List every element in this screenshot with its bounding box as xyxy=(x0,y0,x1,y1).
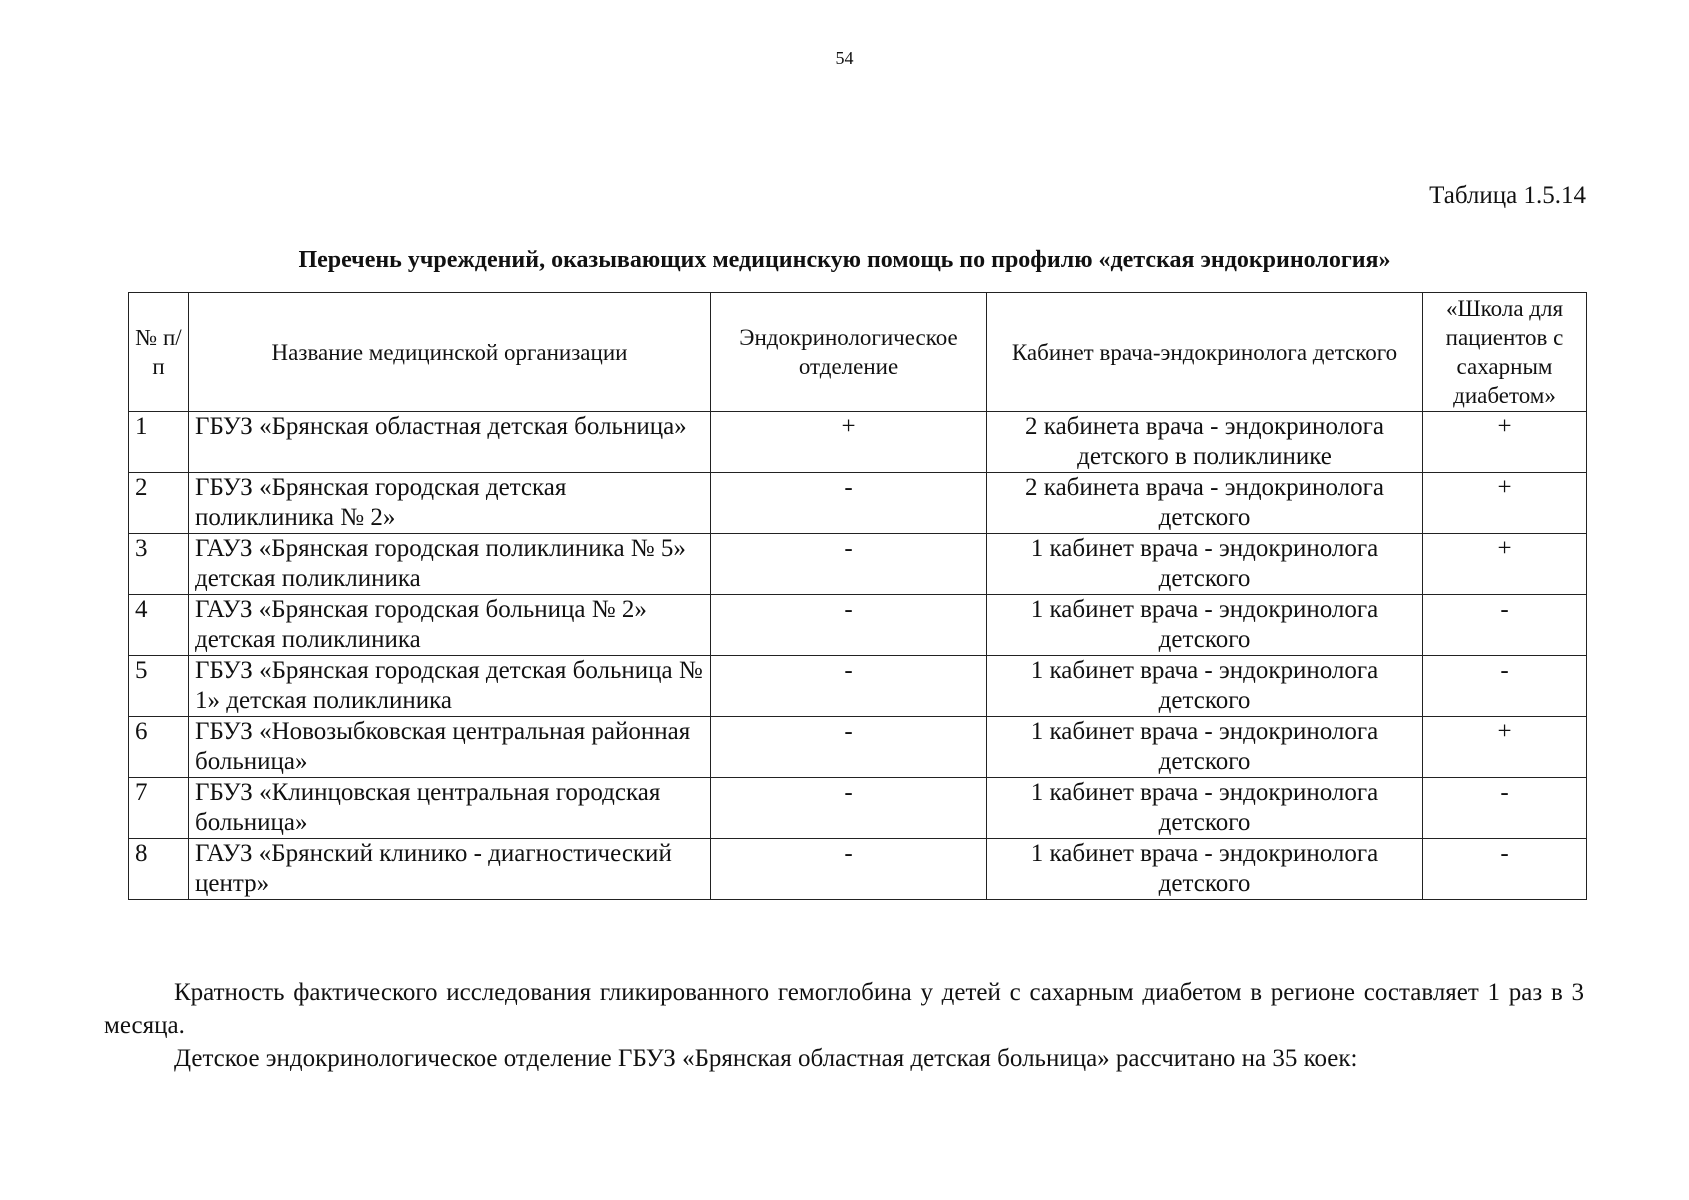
row-number: 8 xyxy=(129,839,189,900)
table-row xyxy=(129,595,1587,656)
table-title: Перечень учреждений, оказывающих медицинскую помощь по профилю «детская эндокринология» xyxy=(298,247,1391,273)
header-number: № п/п xyxy=(129,293,189,412)
office-info: 1 кабинет врача - эндокринолога детского xyxy=(987,595,1423,656)
office-info: 1 кабинет врача - эндокринолога детского xyxy=(987,656,1423,717)
header-diabetes-school: «Школа для пациентов с сахарным диабетом» xyxy=(1423,293,1587,412)
office-info: 2 кабинета врача - эндокринолога детского xyxy=(987,473,1423,534)
school-mark: + xyxy=(1423,717,1587,778)
department-mark: - xyxy=(711,839,987,900)
school-mark: - xyxy=(1423,839,1587,900)
department-mark: - xyxy=(711,473,987,534)
header-organization-name: Название медицинской организации xyxy=(189,293,711,412)
organization-name: ГБУЗ «Брянская городская детская больница № 1» детская поликлиника xyxy=(189,656,711,717)
table-header-row xyxy=(129,293,1587,412)
row-number: 3 xyxy=(129,534,189,595)
office-info: 1 кабинет врача - эндокринолога детского xyxy=(987,534,1423,595)
school-mark: - xyxy=(1423,778,1587,839)
department-mark: - xyxy=(711,778,987,839)
table-label: Таблица 1.5.14 xyxy=(1429,182,1586,209)
row-number: 4 xyxy=(129,595,189,656)
organization-name: ГБУЗ «Новозыбковская центральная районная больница» xyxy=(189,717,711,778)
table-row xyxy=(129,717,1587,778)
office-info: 1 кабинет врача - эндокринолога детского xyxy=(987,839,1423,900)
department-mark: - xyxy=(711,717,987,778)
school-mark: - xyxy=(1423,656,1587,717)
organization-name: ГБУЗ «Клинцовская центральная городская больница» xyxy=(189,778,711,839)
school-mark: - xyxy=(1423,595,1587,656)
table-row xyxy=(129,839,1587,900)
organization-name: ГАУЗ «Брянская городская поликлиника № 5» детская поликлиника xyxy=(189,534,711,595)
row-number: 6 xyxy=(129,717,189,778)
table-row xyxy=(129,778,1587,839)
paragraph-hba1c-frequency: Кратность фактического исследования гликированного гемоглобина у детей с сахарным диабетом в регионе составляет 1 раз в 3 месяца. xyxy=(104,979,1584,1039)
office-info: 1 кабинет врача - эндокринолога детского xyxy=(987,717,1423,778)
school-mark: + xyxy=(1423,473,1587,534)
table-row xyxy=(129,534,1587,595)
institutions-table xyxy=(128,292,1587,900)
department-mark: - xyxy=(711,534,987,595)
organization-name: ГАУЗ «Брянская городская больница № 2» детская поликлиника xyxy=(189,595,711,656)
organization-name: ГБУЗ «Брянская городская детская поликлиника № 2» xyxy=(189,473,711,534)
organization-name: ГАУЗ «Брянский клинико - диагностический центр» xyxy=(189,839,711,900)
office-info: 2 кабинета врача - эндокринолога детского в поликлинике xyxy=(987,412,1423,473)
header-endocrinologist-office: Кабинет врача-эндокринолога детского xyxy=(987,293,1423,412)
organization-name: ГБУЗ «Брянская областная детская больница» xyxy=(189,412,711,473)
page-number: 54 xyxy=(835,48,854,68)
header-endocrinology-department: Эндокринологическое отделение xyxy=(711,293,987,412)
school-mark: + xyxy=(1423,412,1587,473)
row-number: 7 xyxy=(129,778,189,839)
row-number: 1 xyxy=(129,412,189,473)
table-row xyxy=(129,412,1587,473)
office-info: 1 кабинет врача - эндокринолога детского xyxy=(987,778,1423,839)
department-mark: + xyxy=(711,412,987,473)
department-mark: - xyxy=(711,595,987,656)
table-row xyxy=(129,473,1587,534)
table-row xyxy=(129,656,1587,717)
row-number: 2 xyxy=(129,473,189,534)
paragraph-department-beds: Детское эндокринологическое отделение ГБУЗ «Брянская областная детская больница» рассчитано на 35 коек: xyxy=(174,1045,1358,1072)
school-mark: + xyxy=(1423,534,1587,595)
department-mark: - xyxy=(711,656,987,717)
row-number: 5 xyxy=(129,656,189,717)
